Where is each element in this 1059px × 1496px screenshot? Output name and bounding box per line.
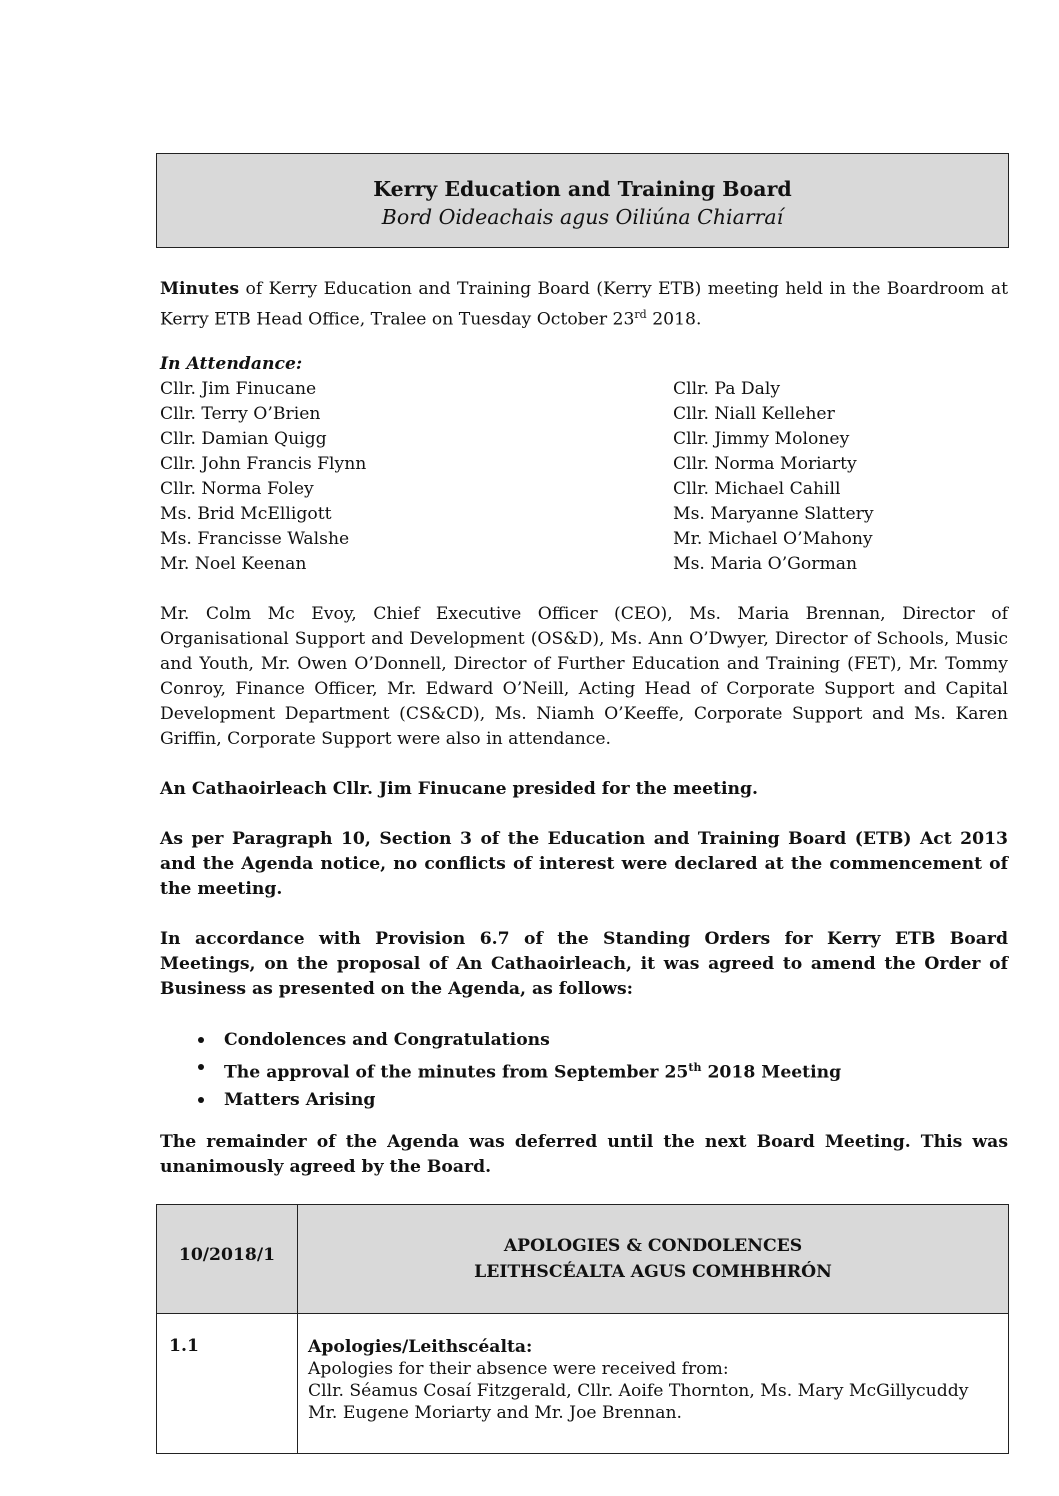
row-line: Cllr. Séamus Cosaí Fitzgerald, Cllr. Aoife Thornton, Ms. Mary McGillycuddy: [308, 1381, 969, 1401]
attendee-column-right: [673, 377, 874, 577]
attendee: Ms. Maria O’Gorman: [673, 554, 858, 574]
conflicts-paragraph: As per Paragraph 10, Section 3 of the Education and Training Board (ETB) Act 2013 and the Agenda notice, no conflicts of interest were declared at the commencement of the meeting.: [160, 829, 1008, 899]
attendee: Cllr. Jim Finucane: [160, 379, 317, 399]
list-item-text: The approval of the minutes from September 25: [224, 1062, 689, 1083]
row-title: Apologies/Leithscéalta:: [308, 1337, 533, 1357]
list-item-text: Condolences and Congratulations: [224, 1030, 550, 1050]
row-content: [298, 1314, 1009, 1454]
list-item: [160, 1087, 1008, 1114]
attendee: Cllr. Damian Quigg: [160, 429, 327, 449]
order-of-business-list: [160, 1027, 1008, 1114]
attendee: Cllr. Norma Foley: [160, 479, 314, 499]
staff-paragraph: Mr. Colm Mc Evoy, Chief Executive Officer (CEO), Ms. Maria Brennan, Director of Organisational Support and Development (OS&D), Ms. Ann O’Dwyer, Director of Schools, Music and Youth, Mr. Owen O’Donnell, Director of Further Education and Training (FET), Mr. Tommy Conroy, Finance Officer, Mr. Edward O’Neill, Acting Head of Corporate Support and Capital Development Department (CS&CD), Ms. Niamh O’Keeffe, Corporate Support and Ms. Karen Griffin, Corporate Support were also in attendance.: [160, 604, 1008, 749]
bullet-icon: [198, 1097, 204, 1103]
item-heading-english: APOLOGIES & CONDOLENCES: [503, 1236, 803, 1256]
item-heading: [298, 1205, 1009, 1314]
row-line: Mr. Eugene Moriarty and Mr. Joe Brennan.: [308, 1403, 682, 1423]
table-header-row: [157, 1205, 1009, 1314]
intro-tail: 2018.: [646, 309, 702, 330]
row-line: Apologies for their absence were received from:: [308, 1359, 729, 1379]
attendee: Cllr. Norma Moriarty: [673, 454, 857, 474]
provision-paragraph: In accordance with Provision 6.7 of the Standing Orders for Kerry ETB Board Meetings, on the proposal of An Cathaoirleach, it was agreed to amend the Order of Business as presented on the Agenda, as follows:: [160, 929, 1008, 999]
attendee: Cllr. Jimmy Moloney: [673, 429, 850, 449]
list-item: [160, 1027, 1008, 1054]
minutes-table: [156, 1204, 1009, 1454]
attendee: Mr. Noel Keenan: [160, 554, 307, 574]
attendee: Cllr. Michael Cahill: [673, 479, 841, 499]
attendee: Ms. Brid McElligott: [160, 504, 332, 524]
item-number: 10/2018/1: [157, 1205, 298, 1314]
attendee: Mr. Michael O’Mahony: [673, 529, 873, 549]
attendee: Ms. Maryanne Slattery: [673, 504, 874, 524]
attendance-heading: In Attendance:: [160, 354, 303, 374]
attendee: Cllr. Niall Kelleher: [673, 404, 835, 424]
attendee-column-left: [160, 377, 366, 577]
list-item-text: Matters Arising: [224, 1089, 376, 1110]
item-heading-irish: LEITHSCÉALTA AGUS COMHBHRÓN: [474, 1262, 832, 1282]
table-row: [157, 1314, 1009, 1454]
intro-paragraph: [160, 277, 1008, 333]
list-item-text-tail: 2018 Meeting: [701, 1062, 842, 1083]
list-item-sup: th: [688, 1061, 702, 1074]
attendee: Cllr. Terry O’Brien: [160, 404, 321, 424]
attendee: Cllr. John Francis Flynn: [160, 454, 367, 474]
row-number: 1.1: [157, 1314, 298, 1454]
bullet-icon: [198, 1037, 204, 1043]
attendee: Ms. Francisse Walshe: [160, 529, 350, 549]
attendee: Cllr. Pa Daly: [673, 379, 781, 399]
intro-lead: Minutes: [160, 279, 240, 299]
bullet-icon: [198, 1064, 204, 1070]
presided-paragraph: An Cathaoirleach Cllr. Jim Finucane presided for the meeting.: [160, 779, 758, 799]
intro-sup: rd: [634, 308, 647, 321]
title-english: Kerry Education and Training Board: [373, 177, 792, 201]
intro-text: of Kerry Education and Training Board (Kerry ETB) meeting held in the Boardroom at Kerry ETB Head Office, Tralee on Tuesday October 23: [160, 279, 1008, 330]
list-item: [160, 1054, 1008, 1087]
remainder-paragraph: The remainder of the Agenda was deferred until the next Board Meeting. This was unanimously agreed by the Board.: [160, 1132, 1008, 1177]
title-irish: Bord Oideachais agus Oiliúna Chiarraí: [381, 205, 784, 229]
title-box: [156, 153, 1009, 248]
